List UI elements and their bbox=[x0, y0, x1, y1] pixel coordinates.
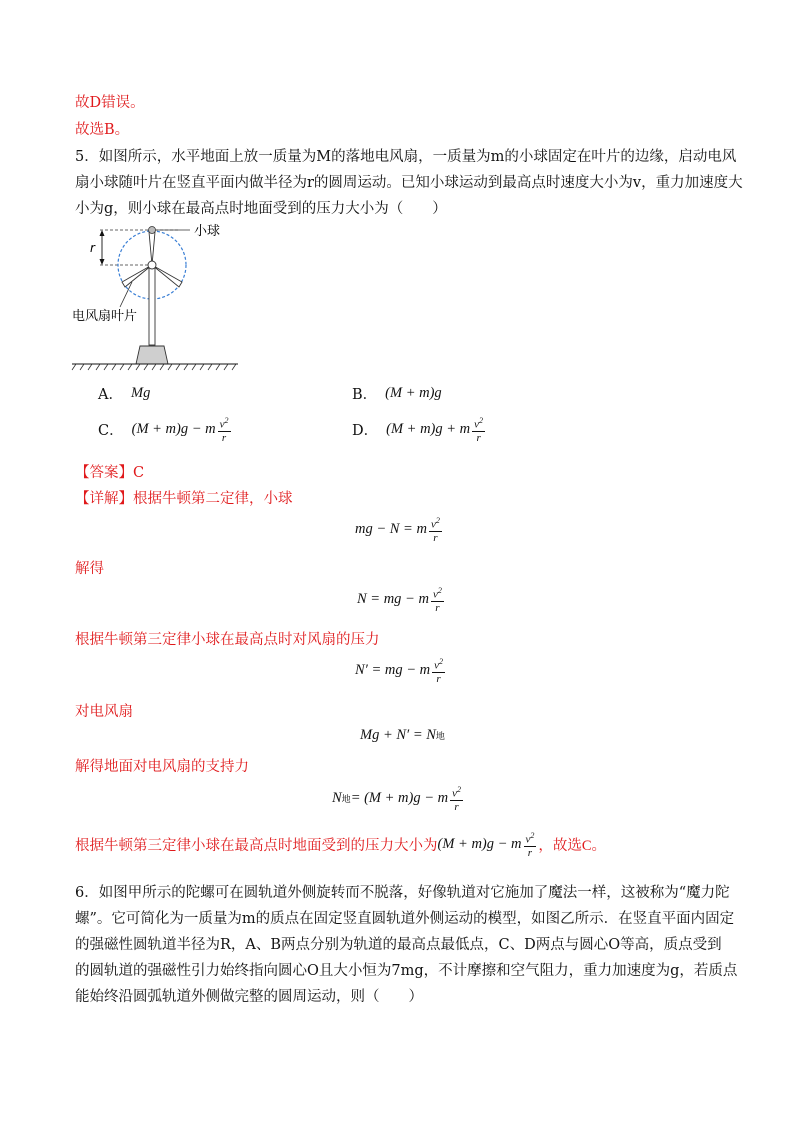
choose-b-text: 故选B。 bbox=[75, 122, 130, 138]
equation-4: Mg + N′ = N 地 bbox=[360, 727, 445, 743]
q6-line-3: 的强磁性圆轨道半径为R，A、B两点分别为轨道的最高点最低点，C、D两点与圆心O等高，质点受到 bbox=[75, 937, 722, 953]
q5-line-3: 小为g，则小球在最高点时地面受到的压力大小为（ ） bbox=[75, 201, 447, 217]
d-wrong-text: 故D错误。 bbox=[75, 95, 145, 111]
q6-line-1: 6．如图甲所示的陀螺可在圆轨道外侧旋转而不脱落，好像轨道对它施加了魔法一样，这被称为“魔力陀 bbox=[75, 885, 730, 901]
option-d[interactable]: D． (M + m)g + m $\frac{v^2}{r}$ bbox=[352, 416, 484, 444]
to-fan-text: 对电风扇 bbox=[75, 704, 133, 720]
q6-line-5: 能始终沿圆弧轨道外侧做完整的圆周运动，则（ ） bbox=[75, 989, 423, 1005]
q6-line-4: 的圆轨道的强磁性引力始终指向圆心O且大小恒为7mg，不计摩擦和空气阻力，重力加速度为g，若质点 bbox=[75, 963, 738, 979]
fraction: $\frac{v^2}{r}$ bbox=[219, 416, 229, 444]
equation-2: N = mg − m $\frac{v^2}{r}$ bbox=[357, 586, 442, 614]
solve-text: 解得 bbox=[75, 561, 104, 577]
detail-text: 【详解】根据牛顿第二定律，小球 bbox=[75, 491, 293, 507]
option-c[interactable]: C． (M + m)g − m $\frac{v^2}{r}$ bbox=[98, 416, 229, 444]
blade-label: 电风扇叶片 bbox=[72, 309, 138, 324]
q5-line-1: 5．如图所示，水平地面上放一质量为M的落地电风扇，一质量为m的小球固定在叶片的边缘，启动电风 bbox=[75, 149, 737, 165]
q5-line-2: 扇小球随叶片在竖直平面内做半径为r的圆周运动。已知小球运动到最高点时速度大小为v，重力加速度大 bbox=[75, 175, 743, 191]
ball-label: 小球 bbox=[194, 224, 221, 239]
fan-figure bbox=[70, 222, 260, 372]
equation-3: N′ = mg − m $\frac{v^2}{r}$ bbox=[355, 657, 443, 685]
support-text: 解得地面对电风扇的支持力 bbox=[75, 759, 249, 775]
q6-line-2: 螺”。它可简化为一质量为m的质点在固定竖直圆轨道外侧运动的模型，如图乙所示．在竖直平面内固定 bbox=[75, 911, 735, 927]
answer-text: 【答案】C bbox=[75, 465, 145, 481]
third-law-text: 根据牛顿第三定律小球在最高点时对风扇的压力 bbox=[75, 632, 380, 648]
fraction: $\frac{v^2}{r}$ bbox=[474, 416, 484, 444]
radius-label: r bbox=[90, 241, 95, 255]
conclusion-line: 根据牛顿第三定律小球在最高点时地面受到的压力大小为 (M + m)g − m $\frac{v^2}{r}$ ，故选C。 bbox=[75, 831, 607, 859]
equation-5: N 地 = (M + m)g − m $\frac{v^2}{r}$ bbox=[332, 785, 461, 813]
equation-1: mg − N = m $\frac{v^2}{r}$ bbox=[355, 516, 440, 544]
option-a[interactable]: A． Mg bbox=[98, 385, 151, 403]
option-b[interactable]: B． (M + m)g bbox=[352, 385, 442, 403]
